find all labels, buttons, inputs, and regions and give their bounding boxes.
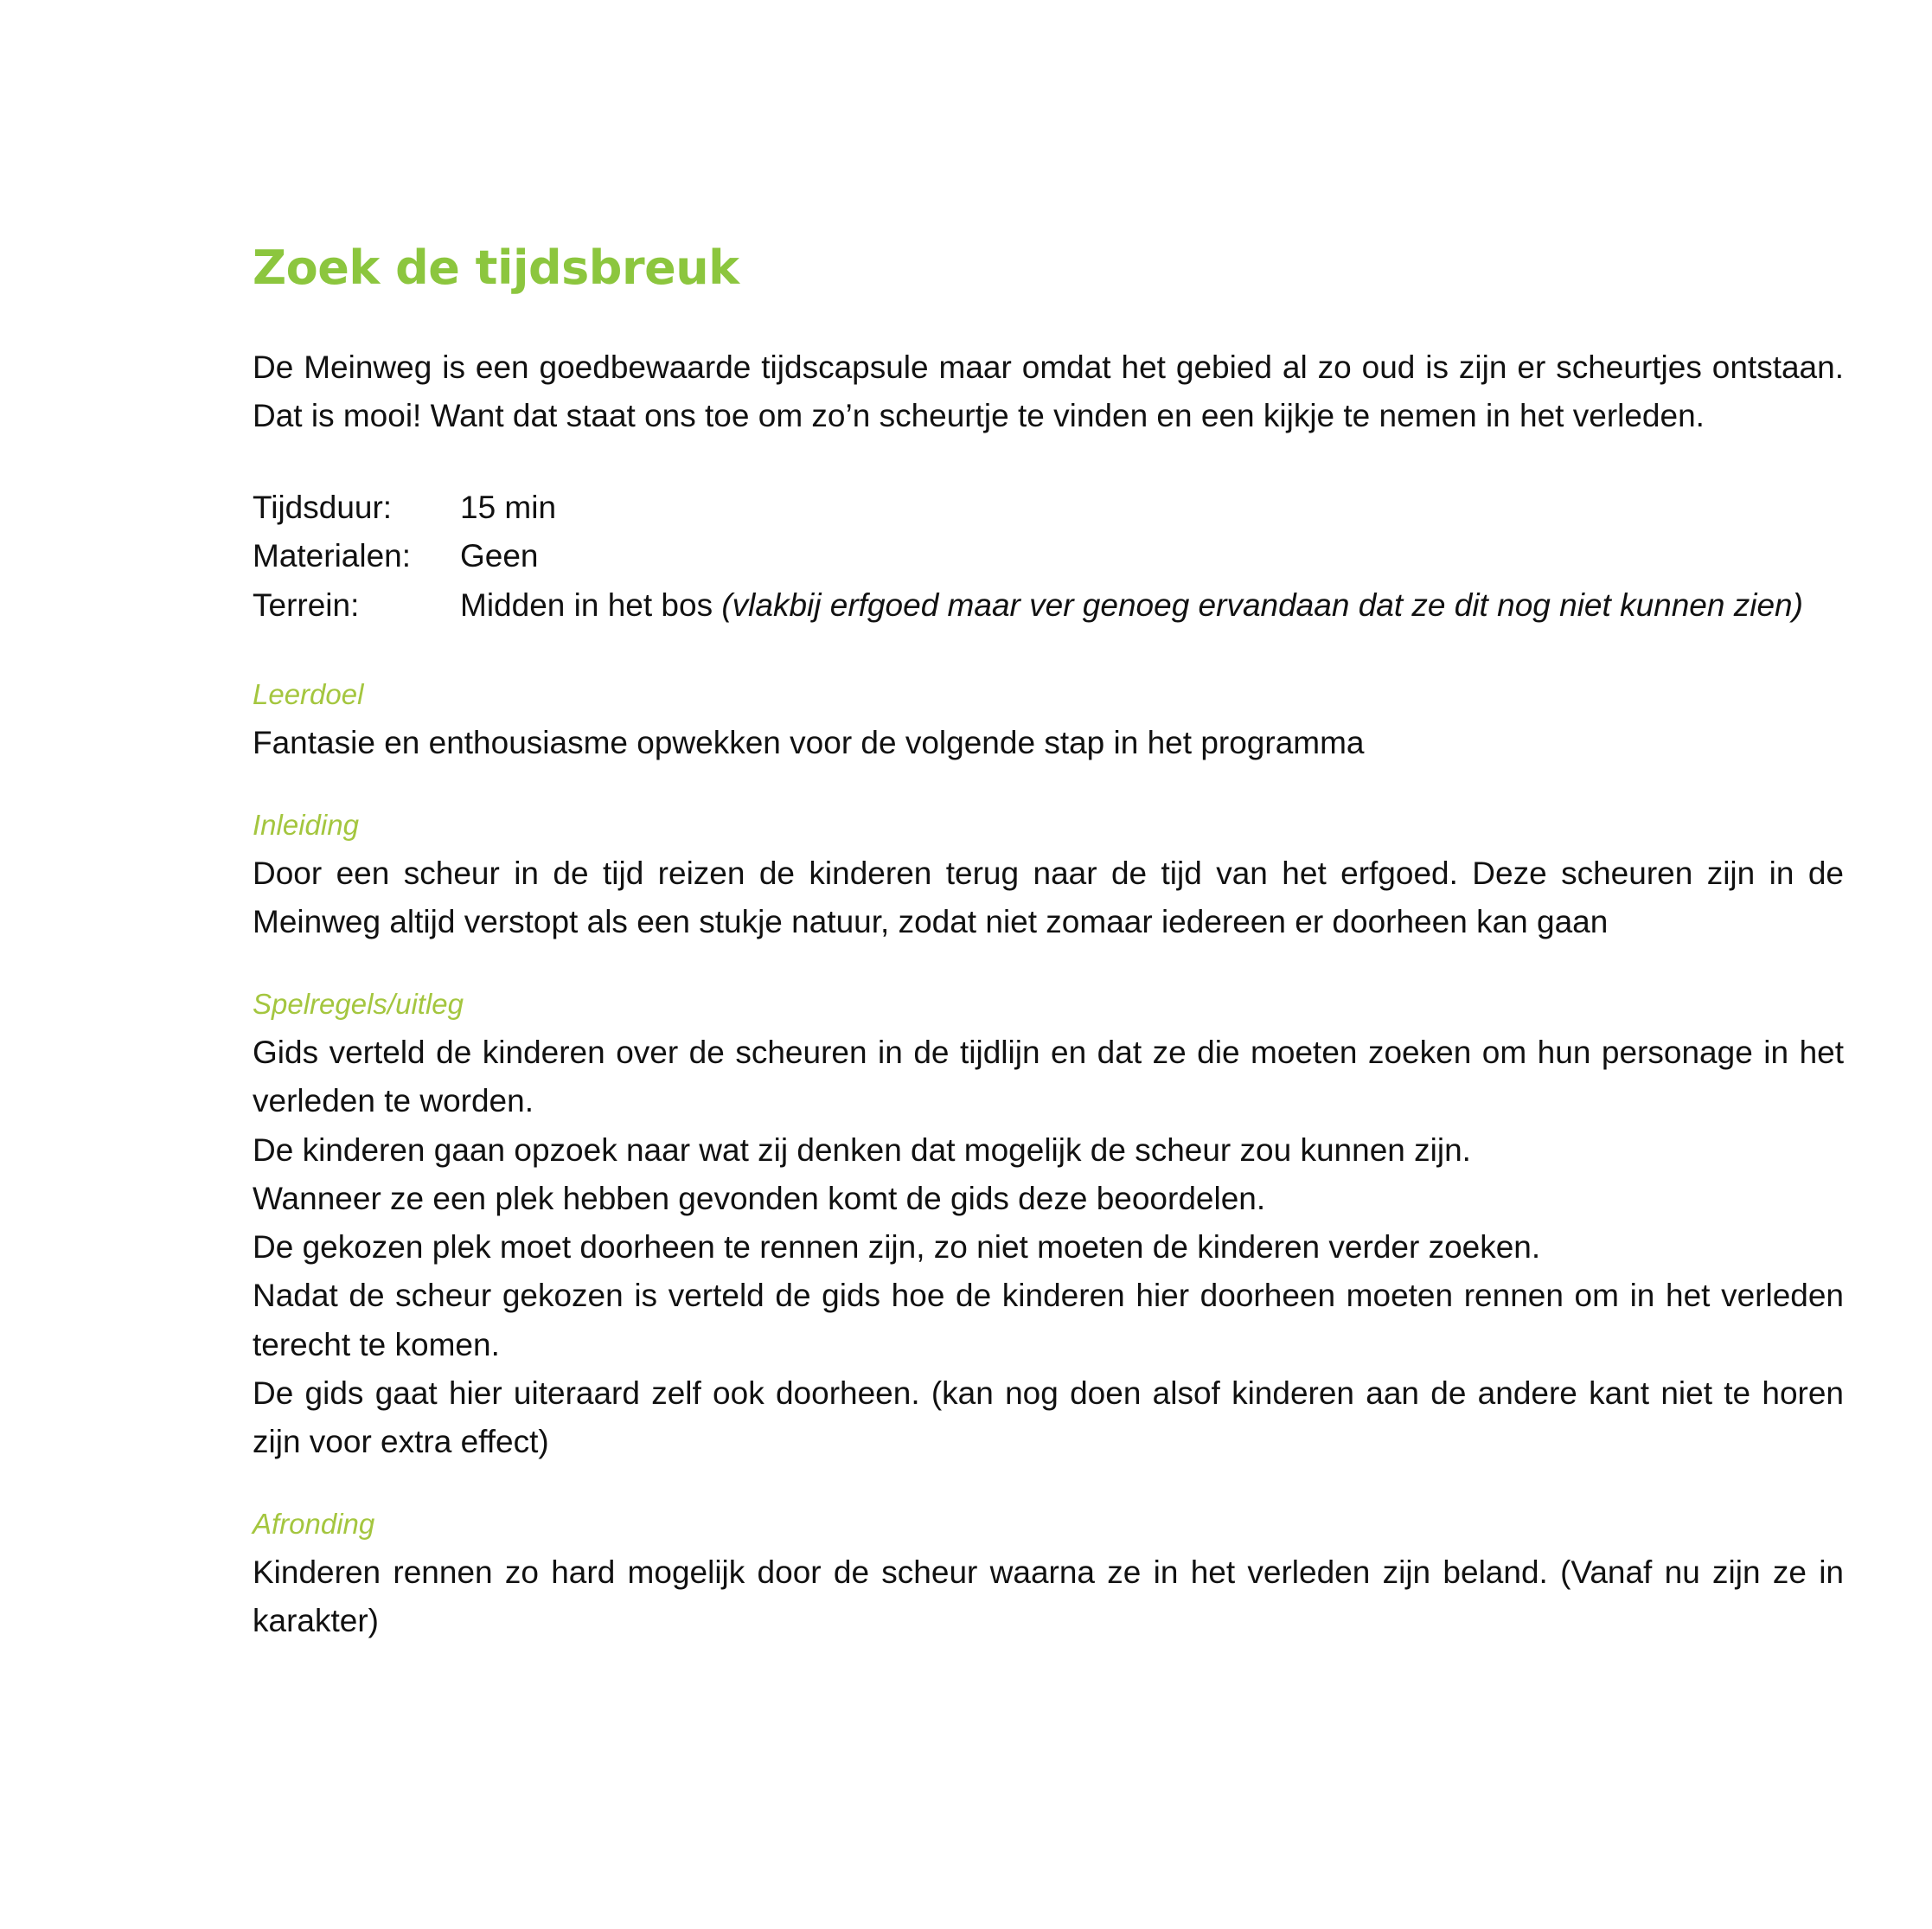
intro-paragraph: De Meinweg is een goedbewaarde tijdscapsule maar omdat het gebied al zo oud is zijn er scheurtjes ontstaan. Dat is mooi! Want dat staat ons toe om zo’n scheurtje te vinden en een kijkje te nemen in het verleden. xyxy=(253,349,1844,433)
meta-value-materialen: Geen xyxy=(460,538,539,574)
section-heading-inleiding: Inleiding xyxy=(253,808,359,841)
section-inleiding xyxy=(253,807,1844,946)
page-title: Zoek de tijdsbreuk xyxy=(253,240,739,295)
section-body-spelregels xyxy=(253,1029,1844,1466)
meta-value-terrein: Midden in het bos xyxy=(460,586,722,623)
meta-row xyxy=(253,532,1844,580)
section-line: Door een scheur in de tijd reizen de kinderen terug naar de tijd van het erfgoed. Deze scheuren zijn in de Meinweg altijd verstopt als een stukje natuur, zodat niet zomaar iedereen er doorheen kan gaan xyxy=(253,855,1844,940)
section-body-afronding xyxy=(253,1548,1844,1645)
section-line: De kinderen gaan opzoek naar wat zij denken dat mogelijk de scheur zou kunnen zijn. xyxy=(253,1131,1471,1168)
meta-row xyxy=(253,484,1844,532)
section-heading-leerdoel: Leerdoel xyxy=(253,677,364,710)
section-afronding xyxy=(253,1506,1844,1645)
section-heading-afronding: Afronding xyxy=(253,1508,375,1541)
meta-label-tijdsduur: Tijdsduur: xyxy=(253,490,393,526)
section-line: Gids verteld de kinderen over de scheuren in de tijdlijn en dat ze die moeten zoeken om hun personage in het verleden te worden. xyxy=(253,1035,1844,1119)
section-line: Nadat de scheur gekozen is verteld de gids hoe de kinderen hier doorheen moeten rennen om in het verleden terecht te komen. xyxy=(253,1278,1844,1362)
meta-label-terrein: Terrein: xyxy=(253,586,360,623)
section-line: De gekozen plek moet doorheen te rennen zijn, zo niet moeten de kinderen verder zoeken. xyxy=(253,1229,1541,1266)
section-line: Wanneer ze een plek hebben gevonden komt de gids deze beoordelen. xyxy=(253,1180,1266,1216)
meta-block xyxy=(253,484,1844,630)
section-leerdoel xyxy=(253,676,1844,767)
meta-note-terrein: (vlakbij erfgoed maar ver genoeg ervandaan dat ze dit nog niet kunnen zien) xyxy=(721,586,1803,623)
section-body-inleiding xyxy=(253,849,1844,946)
section-line: Fantasie en enthousiasme opwekken voor de volgende stap in het programma xyxy=(253,724,1365,760)
section-line: Kinderen rennen zo hard mogelijk door de scheur waarna ze in het verleden zijn beland. (Vanaf nu zijn ze in karakter) xyxy=(253,1554,1844,1639)
section-line: De gids gaat hier uiteraard zelf ook doorheen. (kan nog doen alsof kinderen aan de andere kant niet te horen zijn voor extra effect) xyxy=(253,1375,1844,1460)
section-spelregels xyxy=(253,986,1844,1466)
meta-value-tijdsduur: 15 min xyxy=(460,490,557,526)
document-content xyxy=(253,240,1844,1686)
section-heading-spelregels: Spelregels/uitleg xyxy=(253,988,464,1021)
meta-row xyxy=(253,581,1844,630)
meta-label-materialen: Materialen: xyxy=(253,538,412,574)
section-body-leerdoel xyxy=(253,719,1844,767)
